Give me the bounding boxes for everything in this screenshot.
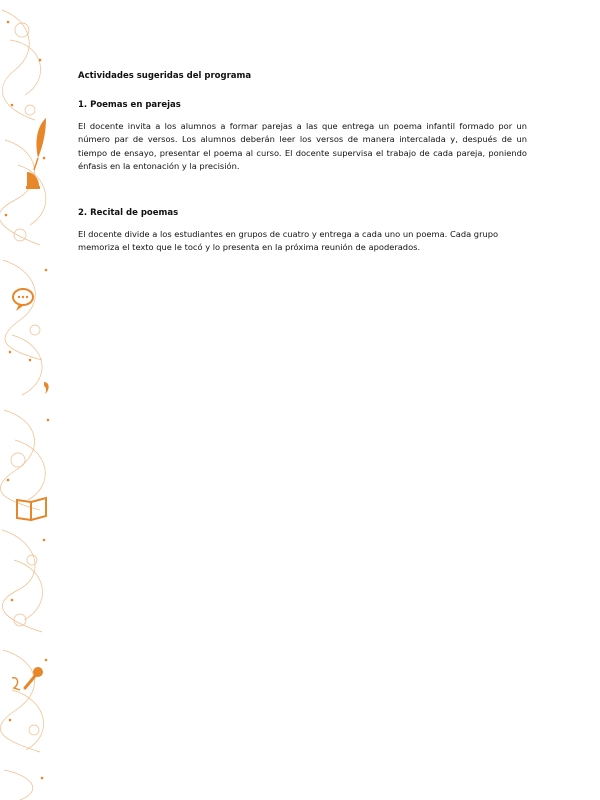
speech-bubble-icon <box>13 289 33 311</box>
microphone-icon <box>12 667 43 690</box>
comma-icon <box>44 382 49 394</box>
section-text-poemas: El docente invita a los alumnos a formar parejas a las que entrega un poema infantil formado por un número par de versos. Los alumnos deberán leer los versos de manera intercalada y, después de un tiempo de ensayo, presentar el poema al curso. El docente supervisa el trabajo de cada pareja, poniendo énfasis en la entonación y la precisión. <box>78 121 527 171</box>
pen-tip-icon <box>26 172 40 189</box>
page-title: Actividades sugeridas del programa <box>78 71 252 81</box>
section-text-recital-line1: El docente divide a los estudiantes en grupos de cuatro y entrega a cada uno un poema. Cada grupo <box>78 229 499 240</box>
section-text-recital-line2: memoriza el texto que le tocó y lo presenta en la próxima reunión de apoderados. <box>78 242 421 253</box>
document-content <box>78 70 527 255</box>
section-heading-recital: 2. Recital de poemas <box>78 208 179 219</box>
decorative-border <box>0 0 62 800</box>
quill-icon <box>34 118 46 170</box>
open-book-icon <box>17 498 46 520</box>
section-heading-poemas: 1. Poemas en parejas <box>78 100 181 110</box>
